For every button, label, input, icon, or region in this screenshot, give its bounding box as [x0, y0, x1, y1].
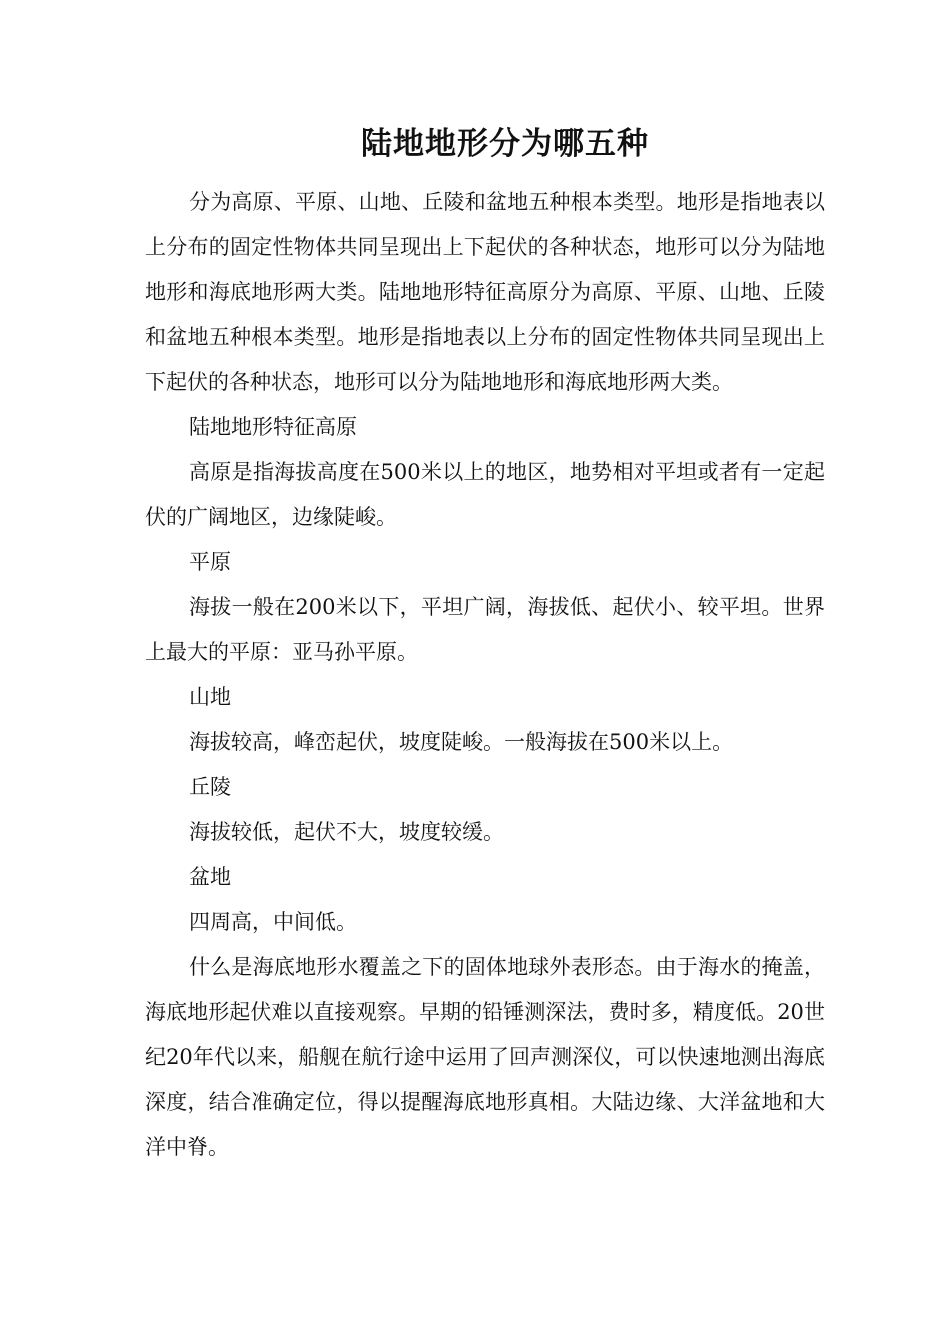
- paragraph-plateau: 高原是指海拔高度在500米以上的地区，地势相对平坦或者有一定起伏的广阔地区，边缘陡峻。: [145, 460, 825, 529]
- heading-mountain: 山地: [189, 685, 231, 709]
- heading-plain: 平原: [189, 550, 231, 574]
- paragraph-hills: 海拔较低，起伏不大，坡度较缓。: [189, 820, 504, 844]
- paragraph-intro: 分为高原、平原、山地、丘陵和盆地五种根本类型。地形是指地表以上分布的固定性物体共同呈现出上下起伏的各种状态，地形可以分为陆地地形和海底地形两大类。陆地地形特征高原分为高原、平原、山地、丘陵和盆地五种根本类型。地形是指地表以上分布的固定性物体共同呈现出上下起伏的各种状态，地形可以分为陆地地形和海底地形两大类。: [145, 190, 825, 394]
- heading-basin: 盆地: [189, 865, 231, 889]
- heading-hills: 丘陵: [189, 775, 231, 799]
- document-title: 陆地地形分为哪五种: [361, 126, 649, 162]
- paragraph-basin: 四周高，中间低。: [189, 910, 357, 934]
- paragraph-seafloor: 什么是海底地形水覆盖之下的固体地球外表形态。由于海水的掩盖，海底地形起伏难以直接观察。早期的铅锤测深法，费时多，精度低。20世纪20年代以来，船舰在航行途中运用了回声测深仪，可以快速地测出海底深度，结合准确定位，得以提醒海底地形真相。大陆边缘、大洋盆地和大洋中脊。: [145, 955, 825, 1159]
- paragraph-mountain: 海拔较高，峰峦起伏，坡度陡峻。一般海拔在500米以上。: [189, 730, 734, 754]
- document-body: [145, 180, 825, 1170]
- heading-plateau-features: 陆地地形特征高原: [189, 415, 357, 439]
- paragraph-plain: 海拔一般在200米以下，平坦广阔，海拔低、起伏小、较平坦。世界上最大的平原：亚马孙平原。: [145, 595, 825, 664]
